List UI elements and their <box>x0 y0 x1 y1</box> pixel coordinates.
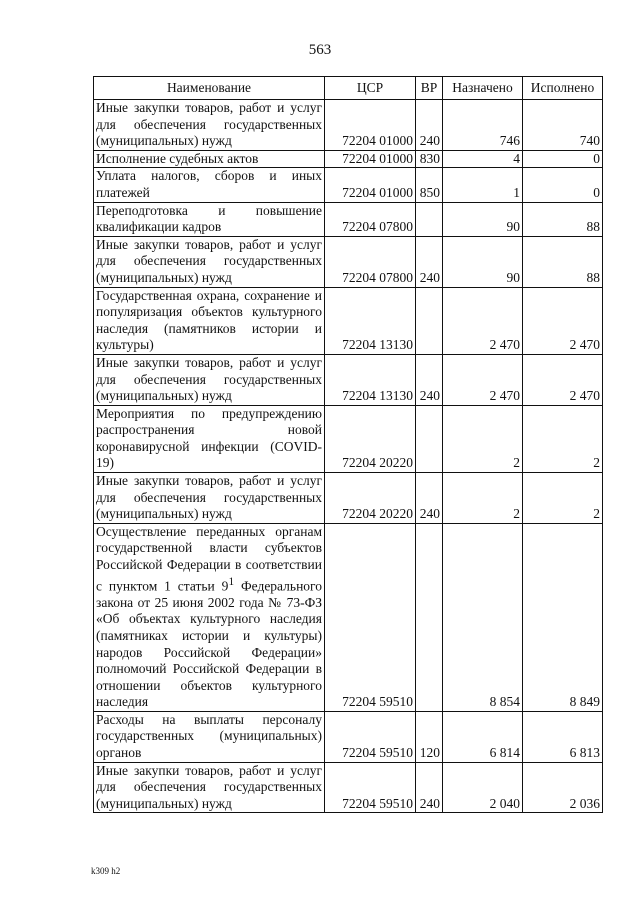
row-planned: 4 <box>443 150 523 168</box>
row-executed: 0 <box>523 150 603 168</box>
table-row <box>94 473 603 524</box>
row-csr: 72204 07800 <box>325 236 416 287</box>
table-row <box>94 711 603 762</box>
header-executed: Исполнено <box>523 77 603 100</box>
table-row <box>94 100 603 151</box>
row-name: Исполнение судебных актов <box>94 150 325 168</box>
table-row <box>94 762 603 813</box>
row-name <box>94 523 325 711</box>
row-csr: 72204 20220 <box>325 473 416 524</box>
header-planned: Назначено <box>443 77 523 100</box>
table-row <box>94 523 603 711</box>
row-vr: 120 <box>416 711 443 762</box>
table-header-row <box>94 77 603 100</box>
row-csr: 72204 20220 <box>325 405 416 472</box>
row-vr: 850 <box>416 168 443 202</box>
row-planned: 746 <box>443 100 523 151</box>
row-executed: 740 <box>523 100 603 151</box>
row-name-part: Федерального закона от 25 июня 2002 года № 73-ФЗ «Об объектах культурного наследия (памятниках истории и культуры) народов Российской Федерации» полномочий Российской Федерации в отношении объектов культурного наследия <box>96 578 322 710</box>
budget-table <box>93 76 603 813</box>
row-name: Иные закупки товаров, работ и услуг для обеспечения государственных (муниципальных) нужд <box>94 473 325 524</box>
row-executed: 0 <box>523 168 603 202</box>
row-vr <box>416 287 443 354</box>
row-executed: 6 813 <box>523 711 603 762</box>
row-name: Расходы на выплаты персоналу государственных (муниципальных) органов <box>94 711 325 762</box>
row-executed: 2 036 <box>523 762 603 813</box>
row-executed: 88 <box>523 236 603 287</box>
header-vr: ВР <box>416 77 443 100</box>
row-executed: 2 <box>523 473 603 524</box>
table-row <box>94 202 603 236</box>
row-executed: 2 <box>523 405 603 472</box>
row-vr: 240 <box>416 100 443 151</box>
row-planned: 2 470 <box>443 354 523 405</box>
row-vr <box>416 202 443 236</box>
table-row <box>94 236 603 287</box>
row-name: Государственная охрана, сохранение и популяризация объектов культурного наследия (памятников истории и культуры) <box>94 287 325 354</box>
row-name: Иные закупки товаров, работ и услуг для обеспечения государственных (муниципальных) нужд <box>94 354 325 405</box>
row-name: Иные закупки товаров, работ и услуг для обеспечения государственных (муниципальных) нужд <box>94 762 325 813</box>
row-name: Иные закупки товаров, работ и услуг для обеспечения государственных (муниципальных) нужд <box>94 100 325 151</box>
table-row <box>94 287 603 354</box>
row-executed: 8 849 <box>523 523 603 711</box>
row-csr: 72204 59510 <box>325 711 416 762</box>
row-planned: 90 <box>443 202 523 236</box>
row-executed: 2 470 <box>523 287 603 354</box>
row-csr: 72204 13130 <box>325 287 416 354</box>
row-executed: 88 <box>523 202 603 236</box>
superscript-marker: 1 <box>228 575 235 588</box>
row-vr: 240 <box>416 236 443 287</box>
page-number: 563 <box>308 42 332 58</box>
row-planned: 6 814 <box>443 711 523 762</box>
row-planned: 90 <box>443 236 523 287</box>
row-vr: 240 <box>416 354 443 405</box>
row-planned: 1 <box>443 168 523 202</box>
row-planned: 2 <box>443 405 523 472</box>
row-csr: 72204 13130 <box>325 354 416 405</box>
row-csr: 72204 01000 <box>325 100 416 151</box>
row-vr <box>416 405 443 472</box>
row-name: Переподготовка и повышение квалификации кадров <box>94 202 325 236</box>
row-csr: 72204 07800 <box>325 202 416 236</box>
row-planned: 8 854 <box>443 523 523 711</box>
header-name: Наименование <box>94 77 325 100</box>
table-row <box>94 354 603 405</box>
header-csr: ЦСР <box>325 77 416 100</box>
row-name-part: Осуществление переданных органам государственной власти субъектов Российской Федерации в соответствии с пунктом 1 статьи 9 <box>96 523 322 594</box>
footer-code: k309 h2 <box>91 866 121 876</box>
table-row <box>94 150 603 168</box>
row-csr: 72204 01000 <box>325 150 416 168</box>
row-csr: 72204 59510 <box>325 523 416 711</box>
row-name: Иные закупки товаров, работ и услуг для обеспечения государственных (муниципальных) нужд <box>94 236 325 287</box>
row-planned: 2 040 <box>443 762 523 813</box>
row-csr: 72204 01000 <box>325 168 416 202</box>
row-name: Мероприятия по предупреждению распространения новой коронавирусной инфекции (COVID-19) <box>94 405 325 472</box>
row-vr: 240 <box>416 473 443 524</box>
row-name: Уплата налогов, сборов и иных платежей <box>94 168 325 202</box>
row-planned: 2 <box>443 473 523 524</box>
table-row <box>94 168 603 202</box>
row-csr: 72204 59510 <box>325 762 416 813</box>
row-vr: 830 <box>416 150 443 168</box>
row-planned: 2 470 <box>443 287 523 354</box>
row-executed: 2 470 <box>523 354 603 405</box>
table-row <box>94 405 603 472</box>
row-vr <box>416 523 443 711</box>
row-vr: 240 <box>416 762 443 813</box>
